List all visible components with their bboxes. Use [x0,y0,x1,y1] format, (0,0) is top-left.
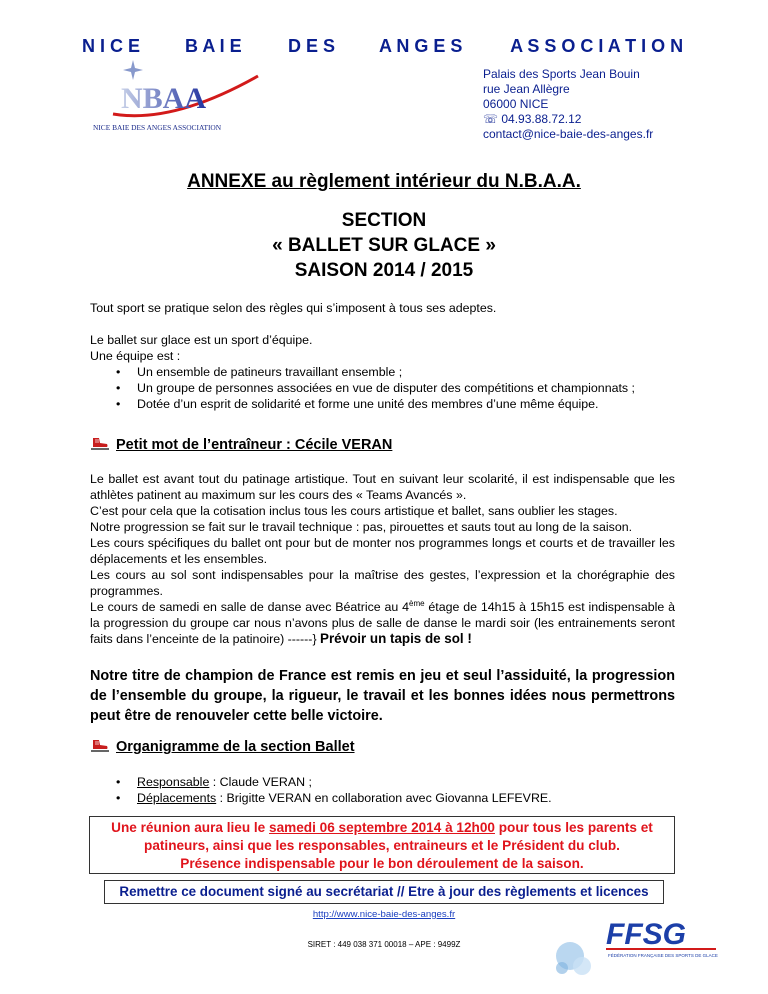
org-heading: Organigramme de la section Ballet [90,738,355,755]
skate-icon [90,436,110,450]
skate-icon [90,738,110,752]
siret-info: SIRET : 449 038 371 00018 – APE : 9499Z [307,940,461,949]
champion-text: Notre titre de champion de France est remis en jeu et seul l’assiduité, la progression de l’ensemble du groupe, la rigueur, le travail et les bonnes idées nous permettrons peut être de renouveler cette belle victoire. [90,668,675,724]
section-title: SECTION « BALLET SUR GLACE » SAISON 2014 / 2015 [272,210,496,281]
org-list [90,774,675,806]
list-item: • Dotée d’un esprit de solidarité et forme une unité des membres d’une même équipe. [90,396,675,412]
svg-text:NBAA: NBAA [121,82,207,115]
list-item: • Déplacements : Brigitte VERAN en collaboration avec Giovanna LEFEVRE. [90,790,675,806]
nbaa-logo [93,58,263,138]
contact-venue: Palais des Sports Jean Bouin [483,67,640,81]
coach-text: Le ballet est avant tout du patinage artistique. Tout en suivant leur scolarité, il est indispensable que les athlètes patinent au maximum sur les cours des « Teams Avancés ». C’est pour cela que la cotisation inclus tous les cours artistique et ballet, sans oublier les stages. Notre progression se fait sur le travail technique : pas, pirouettes et sauts tout au long de la saison. Les cours spécifiques du ballet ont pour but de monter nos programmes longs et courts et de travailler les déplacements et les ensembles. Les cours au sol sont indispensables pour la maîtrise des gestes, l’expression et la chorégraphie des programmes. Le cours de samedi en salle de danse avec Béatrice au 4ème étage de 14h15 à 15h15 est indispensable à la progression du groupe car nous n’avons plus de salle de danse le mardi soir (les entrainements seront faits dans l’enceinte de la patinoire) ------} Prévoir un tapis de sol ! [90,472,675,646]
contact-phone: ☏ 04.93.88.72.12 [483,112,582,126]
title-word: D E S [288,36,336,56]
team-bullets [90,364,675,412]
title-word: N I C E [82,36,141,56]
star-icon [123,60,143,80]
svg-text:NICE BAIE DES ANGES ASSOCIATIO: NICE BAIE DES ANGES ASSOCIATION [93,123,222,132]
title-word: A N G E S [379,36,463,56]
list-item: • Un ensemble de patineurs travaillant ensemble ; [90,364,675,380]
list-item: • Un groupe de personnes associées en vue de disputer des compétitions et championnats ; [90,380,675,396]
coach-heading: Petit mot de l’entraîneur : Cécile VERAN [90,436,392,453]
intro-text: Tout sport se pratique selon des règles qui s’imposent à tous ses adeptes. [90,301,497,315]
team-block: Le ballet sur glace est un sport d’équipe. Une équipe est : • Un ensemble de patineurs travaillant ensemble ; • Un groupe de personnes associées en vue de disputer des compétitions et championnats ; • Dotée d’un esprit de solidarité et forme une unité des membres d’une même équipe. [90,332,675,412]
annexe-title: ANNEXE au règlement intérieur du N.B.A.A. [187,171,581,192]
snowflake-icon [556,942,591,975]
website-link[interactable]: http://www.nice-baie-des-anges.fr [312,909,456,920]
submission-notice: Remettre ce document signé au secrétariat // Etre à jour des règlements et licences [104,880,664,904]
list-item: • Responsable : Claude VERAN ; [90,774,675,790]
contact-city: 06000 NICE [483,97,549,111]
association-title [82,36,702,57]
contact-email[interactable]: contact@nice-baie-des-anges.fr [483,127,654,141]
svg-text:FÉDÉRATION FRANÇAISE DES SPORT: FÉDÉRATION FRANÇAISE DES SPORTS DE GLACE [608,953,718,958]
title-word: A S S O C I A T I O N [510,36,684,56]
phone-icon: ☏ [483,112,499,126]
contact-street: rue Jean Allègre [483,82,570,96]
title-word: B A I E [185,36,242,56]
contact-block [483,67,653,142]
svg-text:FFSG: FFSG [606,918,686,951]
meeting-notice: Une réunion aura lieu le samedi 06 septembre 2014 à 12h00 pour tous les parents et patineurs, ainsi que les responsables, entraineurs et le Président du club. Présence indispensable pour le bon déroulement de la saison. [89,816,675,874]
ffsg-logo [548,908,718,978]
